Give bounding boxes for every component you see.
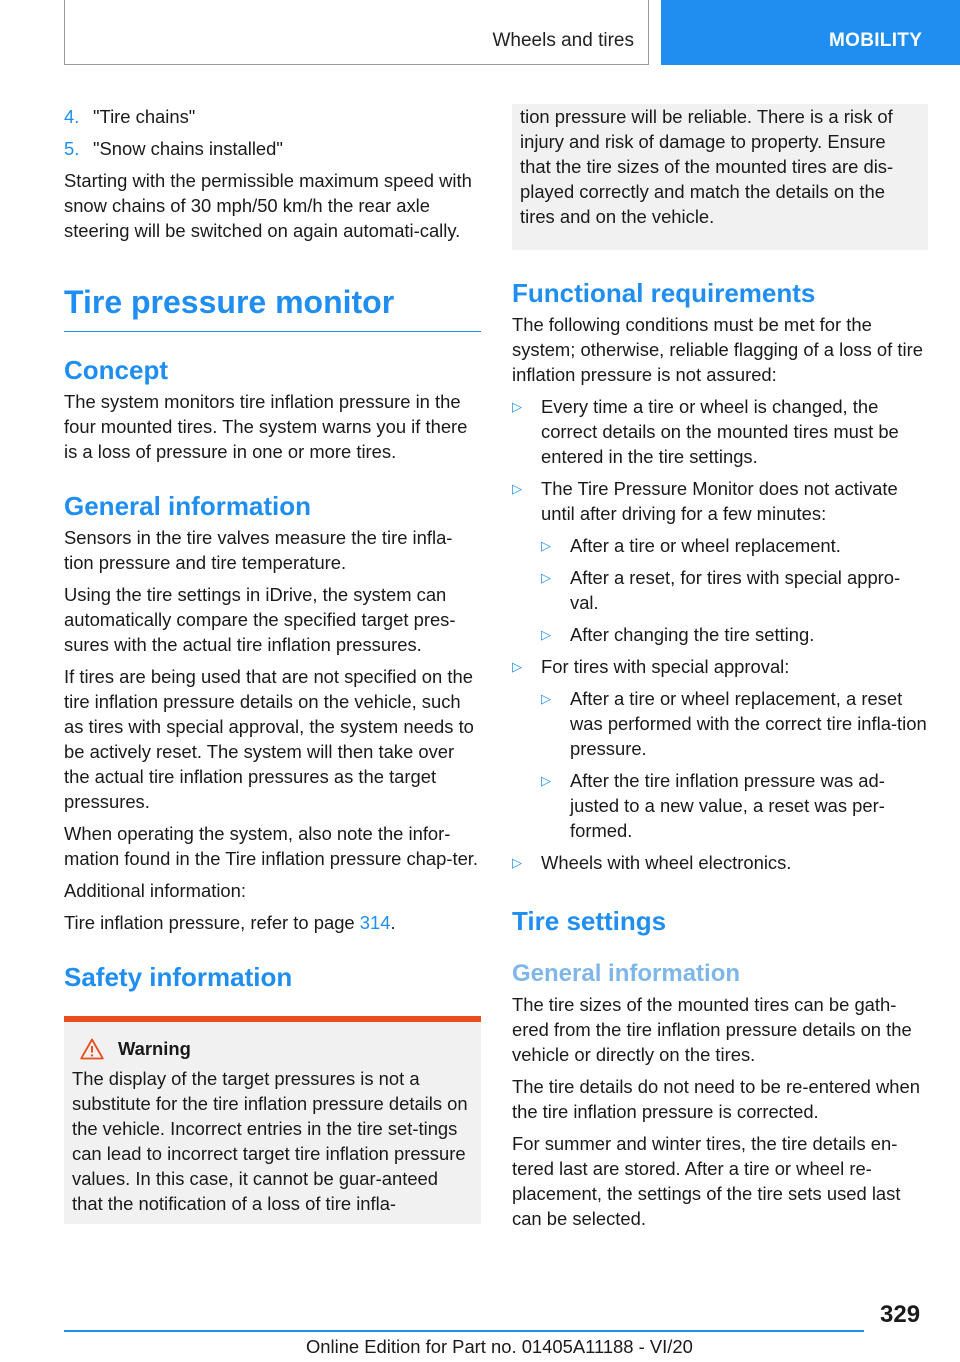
sub-list-item-text: After the tire inflation pressure was ad‐justed to a new value, a reset was per‐formed. <box>570 770 885 841</box>
functional-requirements-heading: Functional requirements <box>512 278 816 308</box>
warning-triangle-icon <box>80 1038 104 1060</box>
step-item <box>64 104 481 129</box>
warning-text: The display of the target pressures is not a substitute for the tire inflation pressure details on the vehicle. Incorrect entries in the tire set‐tings can lead to incorrect target tire inflation pressure values. In this case, it cannot be guar‐anteed that the notification of a loss of tire infla‐ <box>72 1068 468 1214</box>
triangle-right-icon: ▷ <box>541 627 551 642</box>
list-item-content <box>541 476 928 647</box>
sub-list-item <box>541 768 928 843</box>
page-title: Tire pressure monitor <box>64 285 481 332</box>
triangle-right-icon: ▷ <box>541 570 551 585</box>
intro-paragraph: Starting with the permissible maximum speed with snow chains of 30 mph/50 km/h the rear axle steering will be switched on again automati‐cally. <box>64 170 472 241</box>
sub-list-item-text: After a tire or wheel replacement, a reset was performed with the correct tire infla‐tion pressure. <box>570 688 927 759</box>
list-item <box>512 394 928 469</box>
triangle-right-icon: ▷ <box>512 481 522 496</box>
tire-settings-paragraph: The tire sizes of the mounted tires can be gath‐ered from the tire inflation pressure details on the vehicle or directly on the tires. <box>512 994 912 1065</box>
sub-list-item-text: After a tire or wheel replacement. <box>570 535 841 556</box>
tire-settings-general-heading: General information <box>512 960 741 987</box>
step-number: 5. <box>64 138 80 159</box>
concept-paragraph: The system monitors tire inflation pressure in the four mounted tires. The system warns you if there is a loss of pressure in one or more tires. <box>64 391 468 462</box>
sub-list-item-text: After changing the tire setting. <box>570 624 815 645</box>
triangle-right-icon: ▷ <box>512 659 522 674</box>
general-paragraph: Sensors in the tire valves measure the tire infla‐tion pressure and tire temperature. <box>64 527 453 573</box>
footer-rule <box>64 1330 864 1332</box>
header-section-box <box>64 0 649 65</box>
sub-list-item-text: After a reset, for tires with special appro‐val. <box>570 567 901 613</box>
page-reference <box>64 910 481 935</box>
reference-suffix: . <box>390 912 396 933</box>
triangle-right-icon: ▷ <box>541 691 551 706</box>
right-column <box>512 104 928 1238</box>
header-chapter-title: MOBILITY <box>829 30 923 51</box>
header-section-title: Wheels and tires <box>492 30 634 51</box>
general-paragraph: Using the tire settings in iDrive, the system can automatically compare the specified target pres‐sures with the actual tire inflation pressures. <box>64 584 456 655</box>
step-number: 4. <box>64 106 80 127</box>
list-item <box>512 850 928 875</box>
sub-list <box>541 686 928 843</box>
warning-header <box>72 1038 473 1060</box>
tire-settings-paragraph: The tire details do not need to be re-entered when the tire inflation pressure is corrected. <box>512 1076 920 1122</box>
footer-edition: Online Edition for Part no. 01405A11188 - VI/20 <box>306 1336 693 1357</box>
step-text: "Tire chains" <box>93 106 196 127</box>
list-item <box>512 476 928 647</box>
list-item-text: The Tire Pressure Monitor does not activate until after driving for a few minutes: <box>541 478 898 524</box>
sub-list-item <box>541 533 928 558</box>
functional-intro: The following conditions must be met for the system; otherwise, reliable flagging of a loss of tire inflation pressure is not assured: <box>512 314 923 385</box>
page-reference-link[interactable]: 314 <box>359 912 391 933</box>
page-number: 329 <box>880 1301 921 1328</box>
requirements-list <box>512 394 928 875</box>
triangle-right-icon: ▷ <box>541 538 551 553</box>
step-text: "Snow chains installed" <box>93 138 283 159</box>
list-item-text: Every time a tire or wheel is changed, the correct details on the mounted tires must be entered in the tire settings. <box>541 396 899 467</box>
warning-text-continued: tion pressure will be reliable. There is a risk of injury and risk of damage to property. Ensure that the tire sizes of the mounted tires are dis‐played correctly and match the details on the tires and on the vehicle. <box>520 106 894 227</box>
triangle-right-icon: ▷ <box>512 399 522 414</box>
warning-box <box>64 1016 481 1224</box>
tire-settings-heading: Tire settings <box>512 906 667 936</box>
sub-list-item <box>541 565 928 615</box>
header-chapter-tab <box>661 0 960 65</box>
list-item-text: Wheels with wheel electronics. <box>541 852 792 873</box>
tire-settings-paragraph: For summer and winter tires, the tire details en‐tered last are stored. After a tire or wheel re‐placement, the settings of the tire sets used last can be selected. <box>512 1133 901 1229</box>
reference-text: Tire inflation pressure, refer to page <box>64 912 360 933</box>
general-paragraph: If tires are being used that are not specified on the tire inflation pressure details on the vehicle, such as tires with special approval, the system needs to be actively reset. The system will then take over the actual tire inflation pressures as the target pressures. <box>64 666 474 812</box>
warning-box-continued <box>512 104 928 250</box>
sub-list-item <box>541 686 928 761</box>
safety-information-heading: Safety information <box>64 962 293 992</box>
general-information-heading: General information <box>64 491 312 521</box>
list-item <box>512 654 928 843</box>
warning-title: Warning <box>118 1038 191 1059</box>
sub-list <box>541 533 928 647</box>
concept-heading: Concept <box>64 355 168 385</box>
triangle-right-icon: ▷ <box>512 855 522 870</box>
sub-list-item <box>541 622 928 647</box>
list-item-content <box>541 654 928 843</box>
list-item-text: For tires with special approval: <box>541 656 790 677</box>
step-item <box>64 136 481 161</box>
left-column <box>64 104 481 1224</box>
additional-information-label: Additional information: <box>64 880 246 901</box>
general-paragraph: When operating the system, also note the infor‐mation found in the Tire inflation pressure chap‐ter. <box>64 823 479 869</box>
triangle-right-icon: ▷ <box>541 773 551 788</box>
